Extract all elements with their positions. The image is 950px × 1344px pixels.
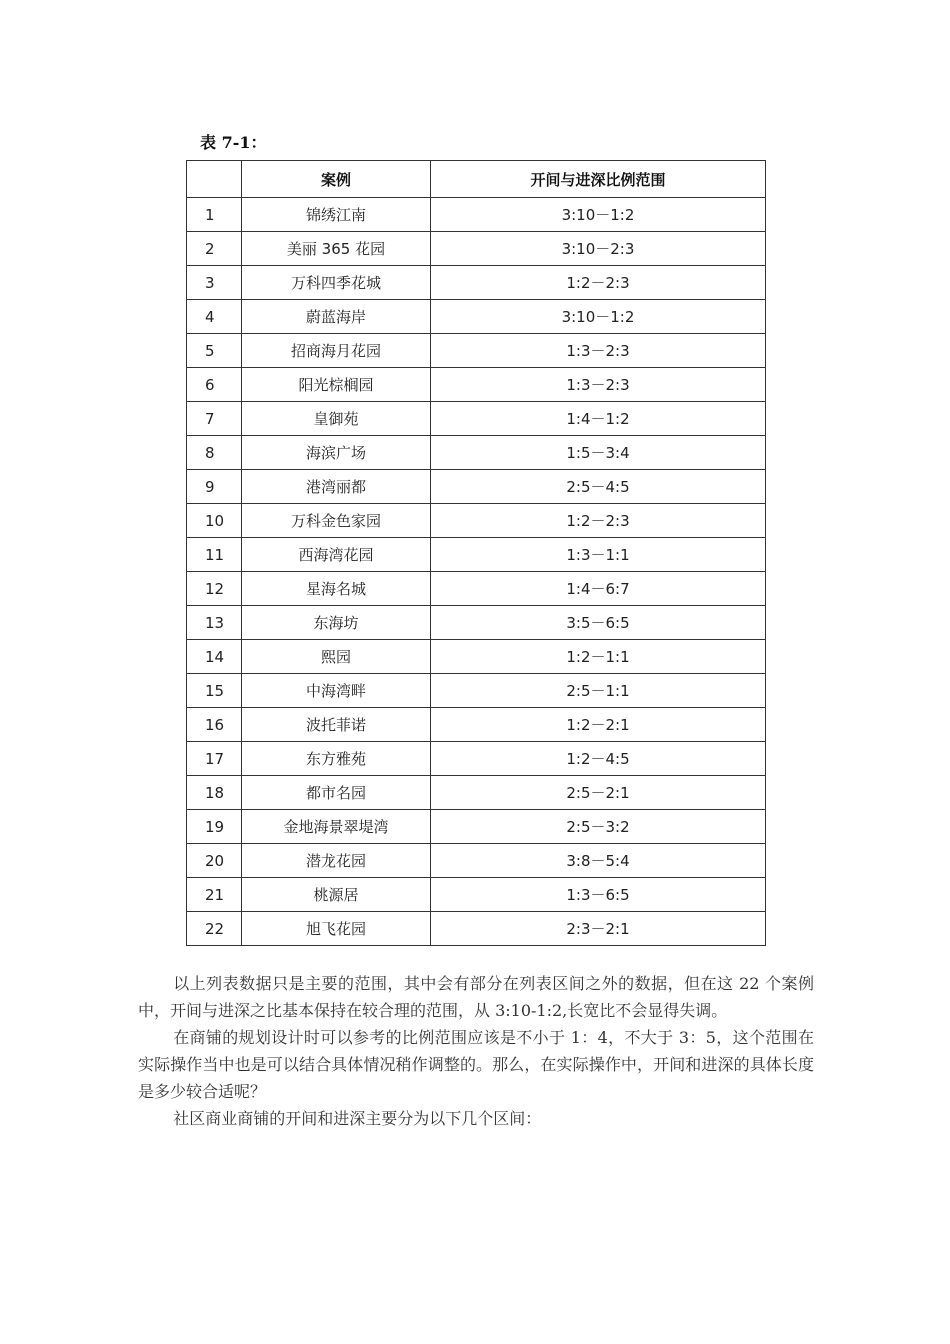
- table-row: [187, 198, 766, 232]
- case-name: 波托菲诺: [242, 708, 431, 742]
- row-index: 18: [187, 776, 242, 810]
- case-name: 阳光棕榈园: [242, 368, 431, 402]
- ratio-range: 2:5－3:2: [431, 810, 766, 844]
- paragraph: 在商铺的规划设计时可以参考的比例范围应该是不小于 1：4，不大于 3：5，这个范围在实际操作当中也是可以结合具体情况稍作调整的。那么，在实际操作中，开间和进深的具体长度是多少较合适呢？: [138, 1028, 814, 1101]
- case-name: 锦绣江南: [242, 198, 431, 232]
- table-row: [187, 538, 766, 572]
- ratio-range: 2:5－1:1: [431, 674, 766, 708]
- case-name: 万科四季花城: [242, 266, 431, 300]
- case-name: 西海湾花园: [242, 538, 431, 572]
- row-index: 9: [187, 470, 242, 504]
- ratio-range: 3:8－5:4: [431, 844, 766, 878]
- row-index: 11: [187, 538, 242, 572]
- ratio-range: 1:3－6:5: [431, 878, 766, 912]
- case-name: 旭飞花园: [242, 912, 431, 946]
- ratio-range: 1:2－2:3: [431, 504, 766, 538]
- paragraph: 以上列表数据只是主要的范围，其中会有部分在列表区间之外的数据，但在这 22 个案例中，开间与进深之比基本保持在较合理的范围，从 3:10-1:2,长宽比不会显得失调。: [138, 974, 814, 1020]
- case-name: 蔚蓝海岸: [242, 300, 431, 334]
- case-name: 桃源居: [242, 878, 431, 912]
- table-row: [187, 674, 766, 708]
- table-row: [187, 572, 766, 606]
- row-index: 2: [187, 232, 242, 266]
- row-index: 16: [187, 708, 242, 742]
- table-row: [187, 402, 766, 436]
- row-index: 7: [187, 402, 242, 436]
- table-row: [187, 470, 766, 504]
- table-row: [187, 504, 766, 538]
- ratio-range: 3:10－1:2: [431, 300, 766, 334]
- case-name: 潜龙花园: [242, 844, 431, 878]
- table-row: [187, 606, 766, 640]
- row-index: 6: [187, 368, 242, 402]
- row-index: 5: [187, 334, 242, 368]
- table-header-row: [187, 161, 766, 198]
- table-row: [187, 776, 766, 810]
- ratio-range: 2:5－2:1: [431, 776, 766, 810]
- ratio-range: 1:3－1:1: [431, 538, 766, 572]
- header-ratio-range: 开间与进深比例范围: [431, 161, 766, 198]
- ratio-range: 1:2－1:1: [431, 640, 766, 674]
- row-index: 17: [187, 742, 242, 776]
- case-name: 美丽 365 花园: [242, 232, 431, 266]
- case-name: 都市名园: [242, 776, 431, 810]
- ratio-range: 1:4－1:2: [431, 402, 766, 436]
- header-case: 案例: [242, 161, 431, 198]
- case-name: 东海坊: [242, 606, 431, 640]
- case-name: 星海名城: [242, 572, 431, 606]
- case-name: 熙园: [242, 640, 431, 674]
- ratio-range: 3:10－1:2: [431, 198, 766, 232]
- ratio-range: 1:3－2:3: [431, 368, 766, 402]
- ratio-range: 1:3－2:3: [431, 334, 766, 368]
- table-row: [187, 708, 766, 742]
- row-index: 19: [187, 810, 242, 844]
- table-row: [187, 912, 766, 946]
- table-row: [187, 232, 766, 266]
- case-name: 金地海景翠堤湾: [242, 810, 431, 844]
- case-name: 东方雅苑: [242, 742, 431, 776]
- case-name: 招商海月花园: [242, 334, 431, 368]
- table-row: [187, 844, 766, 878]
- ratio-range: 1:2－2:3: [431, 266, 766, 300]
- case-name: 海滨广场: [242, 436, 431, 470]
- row-index: 12: [187, 572, 242, 606]
- case-name: 中海湾畔: [242, 674, 431, 708]
- header-index: [187, 161, 242, 198]
- row-index: 10: [187, 504, 242, 538]
- ratio-range: 3:10－2:3: [431, 232, 766, 266]
- row-index: 20: [187, 844, 242, 878]
- table-row: [187, 436, 766, 470]
- case-name: 港湾丽都: [242, 470, 431, 504]
- ratio-range: 1:2－2:1: [431, 708, 766, 742]
- table-caption: 表 7-1：: [200, 133, 267, 152]
- table-row: [187, 878, 766, 912]
- case-name: 万科金色家园: [242, 504, 431, 538]
- row-index: 14: [187, 640, 242, 674]
- row-index: 8: [187, 436, 242, 470]
- row-index: 15: [187, 674, 242, 708]
- table-row: [187, 334, 766, 368]
- table-row: [187, 810, 766, 844]
- row-index: 3: [187, 266, 242, 300]
- row-index: 22: [187, 912, 242, 946]
- case-name: 皇御苑: [242, 402, 431, 436]
- ratio-range: 1:2－4:5: [431, 742, 766, 776]
- ratio-range: 3:5－6:5: [431, 606, 766, 640]
- table-row: [187, 368, 766, 402]
- case-ratio-table: [186, 160, 766, 946]
- table-row: [187, 266, 766, 300]
- row-index: 21: [187, 878, 242, 912]
- ratio-range: 1:4－6:7: [431, 572, 766, 606]
- table-body: [187, 198, 766, 946]
- ratio-range: 2:3－2:1: [431, 912, 766, 946]
- ratio-range: 1:5－3:4: [431, 436, 766, 470]
- table-row: [187, 742, 766, 776]
- table-row: [187, 640, 766, 674]
- row-index: 4: [187, 300, 242, 334]
- ratio-range: 2:5－4:5: [431, 470, 766, 504]
- row-index: 1: [187, 198, 242, 232]
- body-text: [138, 970, 814, 1132]
- table-row: [187, 300, 766, 334]
- row-index: 13: [187, 606, 242, 640]
- paragraph: 社区商业商铺的开间和进深主要分为以下几个区间：: [173, 1109, 542, 1128]
